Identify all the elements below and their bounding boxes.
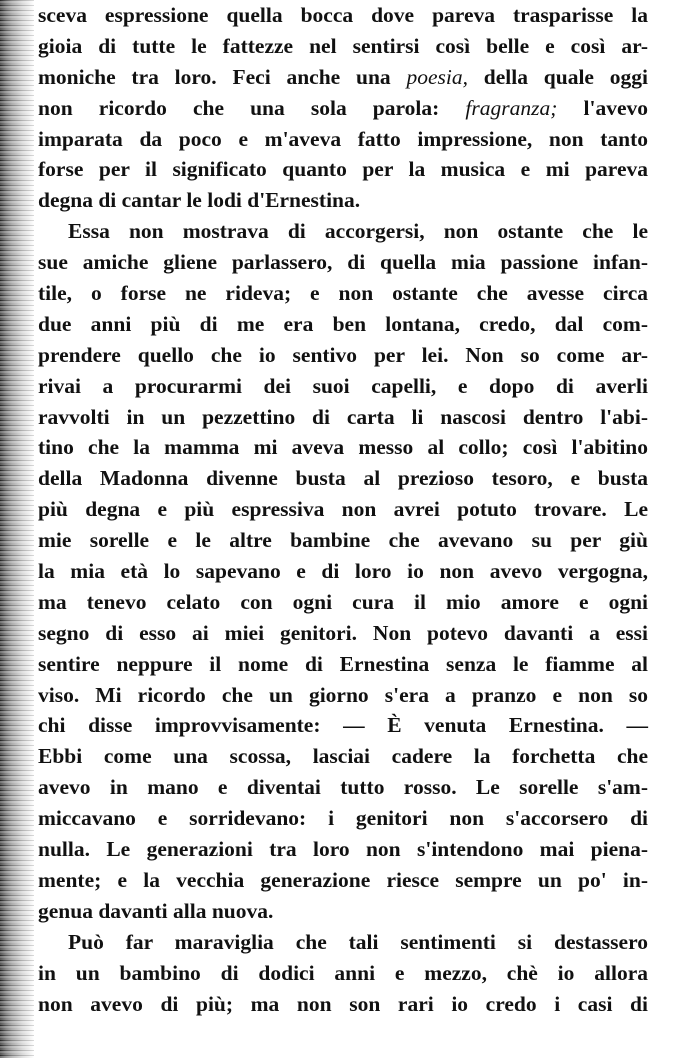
text-line: mente; e la vecchia generazione riesce sempre un po' in- (38, 867, 648, 892)
text-line: prendere quello che io sentivo per lei. Non so come ar- (38, 342, 648, 367)
text-line: della Madonna divenne busta al prezioso tesoro, e busta (38, 466, 648, 491)
text-line: in un bambino di dodici anni e mezzo, chè io allora (38, 960, 648, 985)
text-line: forse per il significato quanto per la musica e mi pareva (38, 157, 648, 182)
text-line: rivai a procurarmi dei suoi capelli, e dopo di averli (38, 373, 648, 398)
italic-word: fragranza; (465, 95, 558, 120)
text-line: sceva espressione quella bocca dove pareva trasparisse la (38, 3, 648, 27)
text-line: tino che la mamma mi aveva messo al collo; così l'abitino (38, 435, 648, 460)
text-segment: moniche tra loro. Feci anche una (38, 64, 407, 89)
text-line: Essa non mostrava di accorgersi, non ostante che le (68, 219, 648, 244)
text-line: ravvolti in un pezzettino di carta li nascosi dentro l'abi- (38, 404, 648, 429)
text-line: più degna e più espressiva non avrei potuto trovare. Le (38, 497, 648, 522)
text-segment: non ricordo che una sola parola: (38, 95, 466, 120)
text-line: due anni più di me era ben lontana, credo, dal com- (38, 311, 648, 336)
text-line: Ebbi come una scossa, lasciai cadere la forchetta che (38, 744, 648, 769)
text-line: nulla. Le generazioni tra loro non s'intendono mai piena- (38, 837, 648, 862)
italic-word: poesia, (406, 64, 468, 89)
text-line: mie sorelle e le altre bambine che avevano su per giù (38, 528, 648, 553)
text-line: ma tenevo celato con ogni cura il mio amore e ogni (38, 589, 648, 614)
text-line: degna di cantar le lodi d'Ernestina. (38, 188, 361, 213)
text-line: viso. Mi ricordo che un giorno s'era a pranzo e non so (38, 682, 648, 707)
text-line: sue amiche gliene parlassero, di quella mia passione infan- (38, 250, 648, 275)
text-line: genua davanti alla nuova. (38, 898, 274, 923)
text-line: segno di esso ai miei genitori. Non potevo davanti a essi (38, 620, 648, 645)
text-line: non avevo di più; ma non son rari io credo i casi di (38, 991, 648, 1016)
text-line: la mia età lo sapevano e di loro io non avevo vergogna, (38, 559, 648, 584)
text-line: sentire neppure il nome di Ernestina senza le fiamme al (38, 651, 648, 676)
scanned-page-edge (0, 0, 34, 1058)
text-segment: l'avevo (557, 95, 649, 120)
text-line: imparata da poco e m'aveva fatto impressione, non tanto (38, 126, 648, 151)
text-segment: della quale oggi (468, 64, 648, 89)
text-line: tile, o forse ne rideva; e non ostante che avesse circa (38, 281, 648, 306)
text-line (38, 93, 648, 124)
text-line: avevo in mano e diventai tutto rosso. Le sorelle s'am- (38, 775, 648, 800)
page-body-text (38, 0, 648, 1019)
text-line: Può far maraviglia che tali sentimenti si destassero (68, 929, 648, 954)
text-line: miccavano e sorridevano: i genitori non s'accorsero di (38, 806, 648, 831)
text-line: gioia di tutte le fattezze nel sentirsi così belle e così ar- (38, 33, 648, 58)
text-line (38, 62, 648, 93)
text-line: chi disse improvvisamente: — È venuta Ernestina. — (38, 713, 648, 738)
